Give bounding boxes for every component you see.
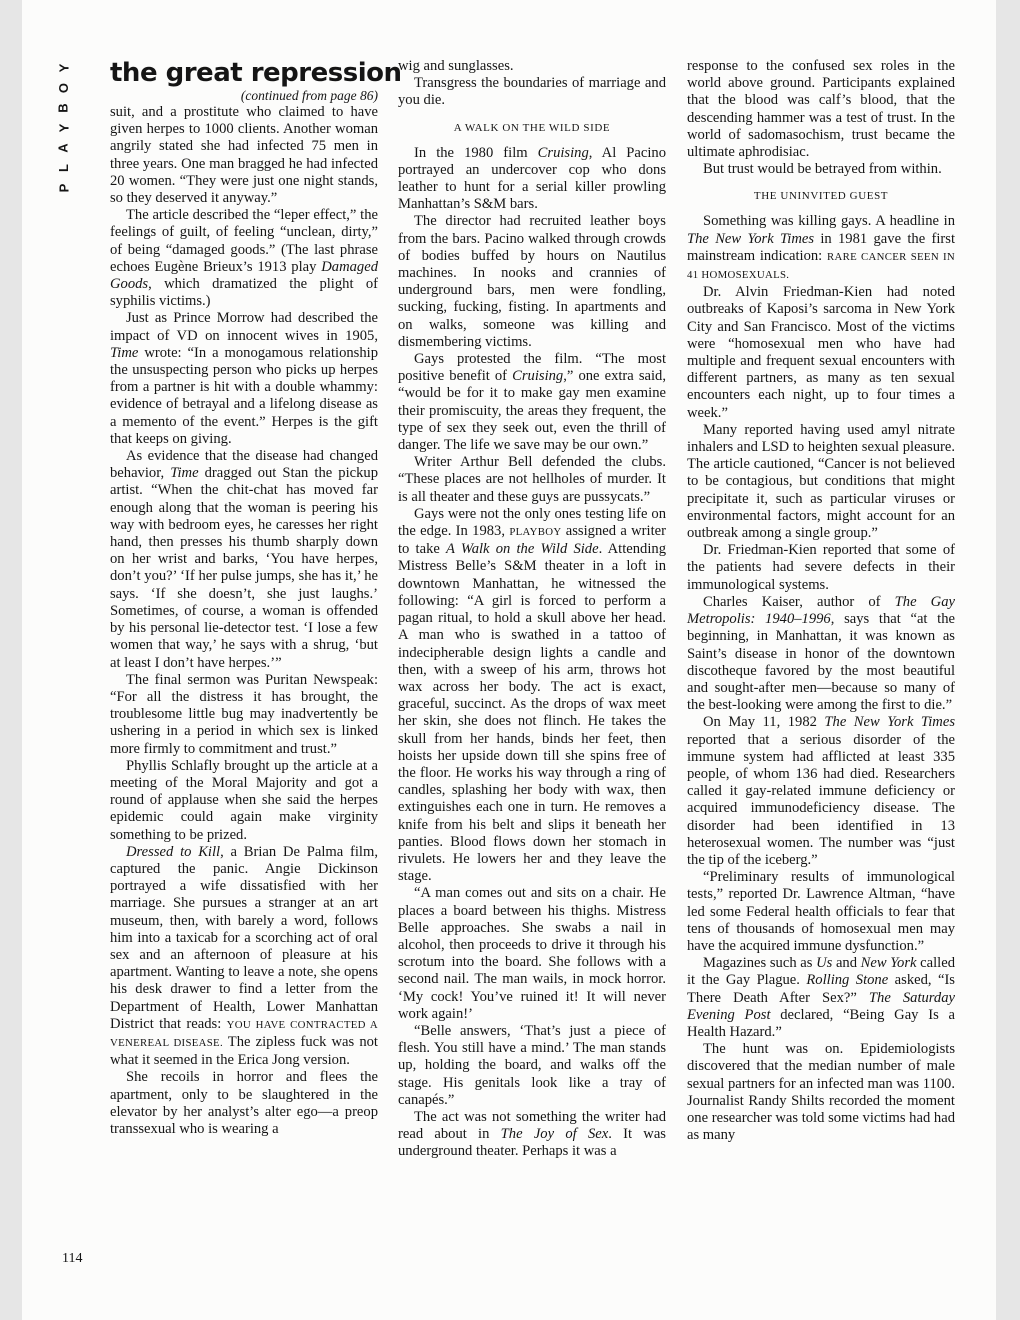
section-subheading: THE UNINVITED GUEST — [753, 190, 889, 203]
paragraph: The hunt was on. Epidemiologists discovered that the median number of male sexual partners for an infected man was 1100. Journalist Randy Shilts recorded the moment one researcher was told some victims had had as many — [687, 1041, 955, 1144]
masthead-letter: A — [55, 143, 71, 153]
paragraph: Many reported having used amyl nitrate inhalers and LSD to heighten sexual pleasure. The article cautioned, “Cancer is not believed to be contagious, but conditions that might precipitate it, such as particular viruses or environmental factors, might account for an outbreak among a single group.” — [687, 421, 955, 542]
page-number: 114 — [62, 1251, 83, 1266]
continued-note: (continued from page 86) — [240, 88, 378, 103]
masthead-letter: Y — [55, 63, 71, 73]
paragraph: Charles Kaiser, author of The Gay Metropolis: 1940–1996, says that “at the beginning, in Manhattan, it was known as Saint’s disease in honor of the downtown discotheque favored by the most beautiful and sought-after men—because so many of the best-looking were among the first to die.” — [687, 593, 955, 714]
masthead-letter: B — [55, 103, 71, 113]
paragraph: On May 11, 1982 The New York Times reported that a serious disorder of the immune system had afflicted at least 335 people, of whom 136 had died. Researchers called it gay-related immune deficiency or acquired immunodeficiency disease. The disorder had been identified in 13 heterosexual women. The number was “just the tip of the iceberg.” — [687, 714, 955, 868]
paragraph: “Preliminary results of immunological tests,” reported Dr. Lawrence Altman, “have led some Federal health officials to fear that tens of thousands of homosexual men may have the acquired immune dysfunction.” — [687, 869, 955, 954]
paragraph: The act was not something the writer had read about in The Joy of Sex. It was underground theater. Perhaps it was a — [398, 1108, 666, 1160]
column-3 — [687, 58, 955, 1144]
paragraph: response to the confused sex roles in the world above ground. Participants explained that the blood was calf’s blood, that the descending hammer was a test of trust. In the world of sadomasochism, trust became the ultimate aphrodisiac. — [687, 58, 955, 161]
magazine-page — [22, 0, 996, 1320]
paragraph: Dr. Alvin Friedman-Kien had noted outbreaks of Kaposi’s sarcoma in New York City and San Francisco. Most of the victims were “homosexual men who have had multiple and frequent sexual encounters with different partners, as many as ten sexual encounters each night, up to four times a week.” — [687, 284, 955, 421]
paragraph: The final sermon was Puritan Newspeak: “For all the distress it has brought, the troublesome little bug may inadvertently be ushering in a period in which sex is linked more firmly to commitment and trust.” — [110, 671, 378, 757]
paragraph: wig and sunglasses. — [398, 58, 514, 74]
paragraph: As evidence that the disease had changed behavior, Time dragged out Stan the pickup artist. “When the chit-chat has moved far enough along that the woman is peering his way with bedroom eyes, he caresses her right hand, then presses his thumb sharply down on her wrist and barks, ‘You have herpes, don’t you?’ ‘If her pulse jumps, she has it,’ he says. ‘If she doesn’t, she just laughs.’ Sometimes, of course, a woman is offended by his personal lie-detector test. ‘I lose a few women that way,’ he says with a shrug, ‘but at least I don’t have herpes.’” — [110, 448, 378, 671]
playboy-masthead — [52, 58, 76, 198]
paragraph: Gays were not the only ones testing life on the edge. In 1983, PLAYBOY assigned a writer to take A Walk on the Wild Side. Attending Mistress Belle’s S&M theater in a loft in downtown Manhattan, he witnessed the following: “A girl is forced to perform a pagan ritual, to hold a skull above her head. A man who is swathed in a tattoo of indecipherable design lights a candle and then, with a sweep of his arm, throws hot wax across her body. The act is exact, graceful, succinct. As the drops of wax meet her skin, she does not flinch. He takes the skull from her hands, binds her feet, then hoists her upside down till she spins free of the floor. He works his way through a ring of candles, splashing her body with wax, then extinguishes each one in turn. He removes a knife from his belt and slips it beneath her panties. Blood flows down her stomach in rivulets. He lowers her and they leave the stage. — [398, 505, 666, 885]
paragraph: But trust would be betrayed from within. — [703, 161, 942, 178]
paragraph: suit, and a prostitute who claimed to have given herpes to 1000 clients. Another woman angrily stated she had infected 75 men in three years. One man bragged he had infected 20 women. “They were just one night stands, so they deserved it anyway.” — [110, 104, 378, 207]
article-headline: the great repression — [110, 58, 402, 88]
paragraph: “Belle answers, ‘That’s just a piece of flesh. You still have a mind.’ The man stands up, holding the board, and walks off the stage. His genitals look like a tray of canapés.” — [398, 1022, 666, 1108]
masthead-letter: O — [56, 82, 71, 94]
paragraph: Gays protested the film. “The most positive benefit of Cruising,” one extra said, “would be for it to make gay men examine their promiscuity, the areas they frequent, the type of sex they seek out, even the thrill of danger. The life we save may be our own.” — [398, 351, 666, 454]
paragraph: Writer Arthur Bell defended the clubs. “These places are not hellholes of murder. It is all theater and these guys are pussycats.” — [398, 454, 666, 505]
paragraph: The director had recruited leather boys from the bars. Pacino walked through crowds of bodies buffed by hours on Nautilus machines. In nooks and crannies of underground bars, men were fondling, sucking, fucking, fisting. In apartments and on walks, someone was killing and dismembering victims. — [398, 213, 666, 350]
column-1 — [110, 58, 402, 1138]
column-2 — [398, 58, 666, 1161]
paragraph: Transgress the boundaries of marriage and you die. — [398, 75, 666, 109]
paragraph: Phyllis Schlafly brought up the article at a meeting of the Moral Majority and got a round of applause when she said the herpes epidemic could again make virginity something to be prized. — [110, 757, 378, 843]
masthead-letter: L — [55, 164, 71, 172]
paragraph: Just as Prince Morrow had described the impact of VD on innocent wives in 1905, Time wrote: “In a monogamous relationship the unsuspecting person who picks up herpes from a partner is hit with a double whammy: evidence of betrayal and a lifelong disease as a memento of the event.” Herpes is the gift that keeps on giving. — [110, 310, 378, 447]
paragraph: She recoils in horror and flees the apartment, only to be slaughtered in the elevator by her analyst’s alter ego—a preop transsexual who is wearing a — [110, 1069, 378, 1137]
paragraph: The article described the “leper effect,” the feelings of guilt, of feeling “unclean, dirty,” of being “damaged goods.” (The last phrase echoes Eugène Brieux’s 1913 play Damaged Goods, which dramatized the plight of syphilis victims.) — [110, 207, 378, 310]
masthead-letter: Y — [55, 123, 71, 133]
paragraph: “A man comes out and sits on a chair. He places a board between his thighs. Mistress Belle approaches. She swabs a nail in alcohol, then proceeds to drive it through his scrotum into the board. She follows with a second nail. The man wails, in mock horror. ‘My cock! You’ve ruined it! It will never work again!’ — [398, 885, 666, 1022]
paragraph: In the 1980 film Cruising, Al Pacino portrayed an undercover cop who dons leather to hunt for a serial killer prowling Manhattan’s S&M bars. — [398, 144, 667, 213]
masthead-letter: P — [55, 183, 71, 193]
paragraph: Magazines such as Us and New York called it the Gay Plague. Rolling Stone asked, “Is There Death After Sex?” The Saturday Evening Post declared, “Being Gay Is a Health Hazard.” — [687, 955, 955, 1040]
paragraph: Something was killing gays. A headline in The New York Times in 1981 gave the first mainstream indication: RARE CANCER SEEN IN 41 HOMOSEXUALS. — [687, 213, 955, 282]
section-subheading: A WALK ON THE WILD SIDE — [453, 121, 611, 134]
paragraph: Dr. Friedman-Kien reported that some of the patients had severe defects in their immunological systems. — [687, 542, 955, 593]
paragraph: Dressed to Kill, a Brian De Palma film, captured the panic. Angie Dickinson portrayed a wife dissatisfied with her marriage. She pursues a stranger at an art museum, then, with barely a word, follows him into a taxicab for a scorching act of oral sex and an afternoon of pleasure at his apartment. Wanting to leave a note, she opens his desk drawer to find a letter from the Department of Health, Lower Manhattan District that reads: YOU HAVE CONTRACTED A VENEREAL DISEASE. The zipless fuck was not what it seemed in the Erica Jong version. — [110, 843, 378, 1069]
